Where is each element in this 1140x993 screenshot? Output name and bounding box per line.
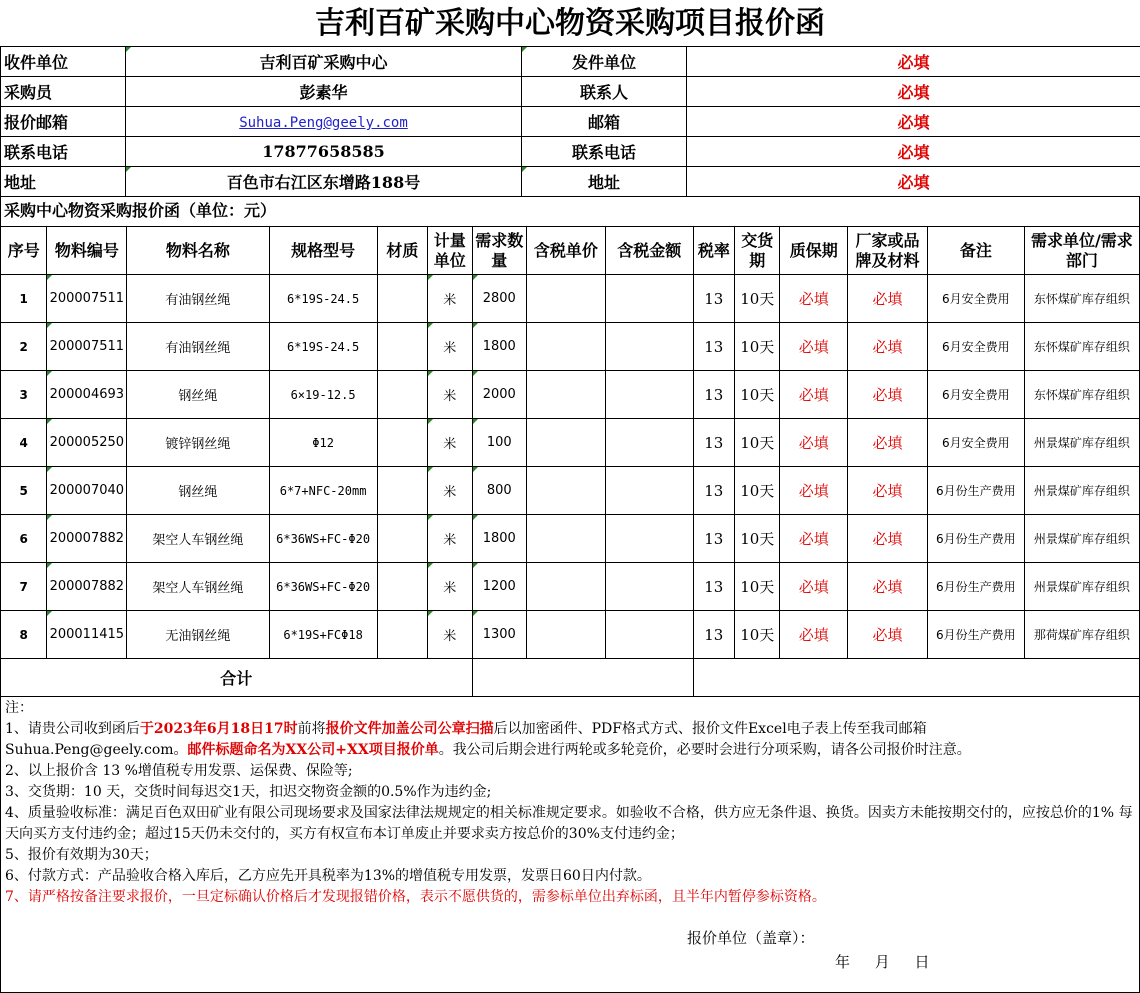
- email-link[interactable]: Suhua.Peng@geely.com: [239, 115, 408, 131]
- row-no: 4: [1, 419, 47, 467]
- row-no: 3: [1, 371, 47, 419]
- row-unit: 米: [428, 275, 472, 323]
- row-qty: 1800: [472, 323, 527, 371]
- row-amount[interactable]: [605, 371, 693, 419]
- row-amount[interactable]: [605, 275, 693, 323]
- row-dept: 州景煤矿库存组织: [1024, 419, 1139, 467]
- row-warranty[interactable]: 必填: [780, 275, 848, 323]
- row-price[interactable]: [527, 611, 606, 659]
- col-header-brand: 厂家或品牌及材料: [848, 227, 928, 275]
- email-label: 报价邮箱: [1, 107, 126, 137]
- row-warranty[interactable]: 必填: [780, 467, 848, 515]
- row-brand[interactable]: 必填: [848, 371, 928, 419]
- send-label: 发件单位: [522, 47, 687, 77]
- row-delivery: 10天: [735, 467, 780, 515]
- row-remark: 6月安全费用: [927, 275, 1024, 323]
- row-material[interactable]: [377, 323, 427, 371]
- addr2-value[interactable]: 必填: [687, 167, 1140, 197]
- row-spec: 6*19S+FCΦ18: [269, 611, 377, 659]
- row-material[interactable]: [377, 515, 427, 563]
- table-row: [1, 563, 1140, 611]
- row-brand[interactable]: 必填: [848, 323, 928, 371]
- row-tax: 13: [693, 419, 734, 467]
- mail-label: 邮箱: [522, 107, 687, 137]
- buyer-label: 采购员: [1, 77, 126, 107]
- table-subtitle: 采购中心物资采购报价函（单位：元）: [0, 196, 1140, 226]
- send-value[interactable]: 必填: [687, 47, 1140, 77]
- row-tax: 13: [693, 515, 734, 563]
- row-code: 200011415: [47, 611, 127, 659]
- row-amount[interactable]: [605, 563, 693, 611]
- row-no: 5: [1, 467, 47, 515]
- phone2-label: 联系电话: [522, 137, 687, 167]
- row-qty: 1300: [472, 611, 527, 659]
- recv-value[interactable]: 吉利百矿采购中心: [126, 47, 522, 77]
- row-name: 有油钢丝绳: [127, 275, 269, 323]
- row-material[interactable]: [377, 563, 427, 611]
- row-brand[interactable]: 必填: [848, 467, 928, 515]
- total-label: 合计: [1, 659, 473, 697]
- col-header-dept: 需求单位/需求部门: [1024, 227, 1139, 275]
- row-qty: 100: [472, 419, 527, 467]
- notes-section: [0, 696, 1140, 993]
- row-unit: 米: [428, 323, 472, 371]
- row-material[interactable]: [377, 611, 427, 659]
- col-header-qty: 需求数量: [472, 227, 527, 275]
- col-header-no: 序号: [1, 227, 47, 275]
- row-no: 2: [1, 323, 47, 371]
- row-code: 200007040: [47, 467, 127, 515]
- row-code: 200007511: [47, 323, 127, 371]
- row-warranty[interactable]: 必填: [780, 419, 848, 467]
- row-delivery: 10天: [735, 563, 780, 611]
- row-material[interactable]: [377, 275, 427, 323]
- signature-label: 报价单位（盖章）：: [687, 929, 815, 947]
- row-remark: 6月份生产费用: [927, 563, 1024, 611]
- row-amount[interactable]: [605, 419, 693, 467]
- total-amount[interactable]: [472, 659, 693, 697]
- table-row: [1, 467, 1140, 515]
- row-brand[interactable]: 必填: [848, 611, 928, 659]
- page-title: 吉利百矿采购中心物资采购项目报价函: [315, 6, 825, 41]
- note-4: 4、质量验收标准：满足百色双田矿业有限公司现场要求及国家法律法规规定的相关标准规定要求。如验收不合格，供方应无条件退、换货。因卖方未能按期交付的，应按总价的1% 每天向买方支付违约金；超过15天仍未交付的，买方有权宣布本订单废止并要求卖方按总价的30%支付违约金；: [5, 805, 1133, 842]
- row-unit: 米: [428, 467, 472, 515]
- row-delivery: 10天: [735, 371, 780, 419]
- row-brand[interactable]: 必填: [848, 419, 928, 467]
- row-no: 8: [1, 611, 47, 659]
- row-spec: 6×19-12.5: [269, 371, 377, 419]
- row-remark: 6月份生产费用: [927, 515, 1024, 563]
- row-unit: 米: [428, 515, 472, 563]
- row-price[interactable]: [527, 371, 606, 419]
- row-spec: 6*19S-24.5: [269, 323, 377, 371]
- row-tax: 13: [693, 563, 734, 611]
- row-amount[interactable]: [605, 467, 693, 515]
- row-code: 200004693: [47, 371, 127, 419]
- row-warranty[interactable]: 必填: [780, 611, 848, 659]
- row-spec: 6*36WS+FC-Φ20: [269, 515, 377, 563]
- row-spec: 6*7+NFC-20mm: [269, 467, 377, 515]
- table-row: [1, 323, 1140, 371]
- row-brand[interactable]: 必填: [848, 275, 928, 323]
- row-name: 钢丝绳: [127, 371, 269, 419]
- row-dept: 东怀煤矿库存组织: [1024, 371, 1139, 419]
- row-qty: 1200: [472, 563, 527, 611]
- row-qty: 800: [472, 467, 527, 515]
- row-remark: 6月安全费用: [927, 419, 1024, 467]
- row-price[interactable]: [527, 563, 606, 611]
- row-tax: 13: [693, 467, 734, 515]
- note-7: 7、请严格按备注要求报价，一旦定标确认价格后才发现报错价格，表示不愿供货的，需参标单位出弃标函，且半年内暂停参标资格。: [5, 889, 826, 905]
- row-name: 镀锌钢丝绳: [127, 419, 269, 467]
- row-spec: Φ12: [269, 419, 377, 467]
- col-header-amount: 含税金额: [605, 227, 693, 275]
- col-header-spec: 规格型号: [269, 227, 377, 275]
- col-header-code: 物料编号: [47, 227, 127, 275]
- row-price[interactable]: [527, 419, 606, 467]
- col-header-delivery: 交货期: [735, 227, 780, 275]
- buyer-value[interactable]: 彭素华: [126, 77, 522, 107]
- row-dept: 那荷煤矿库存组织: [1024, 611, 1139, 659]
- row-price[interactable]: [527, 515, 606, 563]
- contact-label: 联系人: [522, 77, 687, 107]
- row-amount[interactable]: [605, 515, 693, 563]
- row-price[interactable]: [527, 467, 606, 515]
- addr2-label: 地址: [522, 167, 687, 197]
- row-brand[interactable]: 必填: [848, 515, 928, 563]
- table-row: [1, 371, 1140, 419]
- row-remark: 6月份生产费用: [927, 467, 1024, 515]
- notes-heading: 注：: [5, 700, 33, 716]
- row-no: 6: [1, 515, 47, 563]
- table-row: [1, 419, 1140, 467]
- row-tax: 13: [693, 611, 734, 659]
- row-no: 1: [1, 275, 47, 323]
- row-brand[interactable]: 必填: [848, 563, 928, 611]
- row-remark: 6月份生产费用: [927, 611, 1024, 659]
- row-dept: 州景煤矿库存组织: [1024, 467, 1139, 515]
- note-6: 6、付款方式：产品验收合格入库后，乙方应先开具税率为13%的增值税专用发票，发票日60日内付款。: [5, 868, 651, 884]
- col-header-material: 材质: [377, 227, 427, 275]
- row-delivery: 10天: [735, 275, 780, 323]
- row-unit: 米: [428, 611, 472, 659]
- col-header-unit: 计量单位: [428, 227, 472, 275]
- row-name: 无油钢丝绳: [127, 611, 269, 659]
- col-header-remark: 备注: [927, 227, 1024, 275]
- row-dept: 东怀煤矿库存组织: [1024, 323, 1139, 371]
- mail-value[interactable]: 必填: [687, 107, 1140, 137]
- row-delivery: 10天: [735, 611, 780, 659]
- row-tax: 13: [693, 275, 734, 323]
- row-name: 钢丝绳: [127, 467, 269, 515]
- addr-label: 地址: [1, 167, 126, 197]
- table-row: [1, 515, 1140, 563]
- phone2-value[interactable]: 必填: [687, 137, 1140, 167]
- row-delivery: 10天: [735, 515, 780, 563]
- row-material[interactable]: [377, 467, 427, 515]
- note-1: 1、请贵公司收到函后于2023年6月18日17时前将报价文件加盖公司公章扫描后以加密函件、PDF格式方式、报价文件Excel电子表上传至我司邮箱 Suhua.Peng@geely.com。邮件标题命名为XX公司+XX项目报价单。我公司后期会进行两轮或多轮竞价，必要时会进行分项采购，请各公司报价时注意。: [5, 721, 971, 758]
- row-name: 有油钢丝绳: [127, 323, 269, 371]
- quotation-table: [0, 226, 1140, 697]
- row-unit: 米: [428, 563, 472, 611]
- header-info-table: [0, 46, 1140, 197]
- col-header-price: 含税单价: [527, 227, 606, 275]
- row-spec: 6*36WS+FC-Φ20: [269, 563, 377, 611]
- row-unit: 米: [428, 371, 472, 419]
- date-label: 年 月 日: [835, 953, 930, 971]
- table-row: [1, 275, 1140, 323]
- row-name: 架空人车钢丝绳: [127, 563, 269, 611]
- row-warranty[interactable]: 必填: [780, 515, 848, 563]
- row-material[interactable]: [377, 371, 427, 419]
- row-code: 200005250: [47, 419, 127, 467]
- row-name: 架空人车钢丝绳: [127, 515, 269, 563]
- row-dept: 东怀煤矿库存组织: [1024, 275, 1139, 323]
- row-spec: 6*19S-24.5: [269, 275, 377, 323]
- row-delivery: 10天: [735, 323, 780, 371]
- phone-label: 联系电话: [1, 137, 126, 167]
- row-qty: 2800: [472, 275, 527, 323]
- row-tax: 13: [693, 371, 734, 419]
- contact-value[interactable]: 必填: [687, 77, 1140, 107]
- row-unit: 米: [428, 419, 472, 467]
- table-row: [1, 611, 1140, 659]
- row-remark: 6月安全费用: [927, 371, 1024, 419]
- col-header-name: 物料名称: [127, 227, 269, 275]
- row-price[interactable]: [527, 275, 606, 323]
- total-row: [1, 659, 1140, 697]
- row-qty: 2000: [472, 371, 527, 419]
- row-material[interactable]: [377, 419, 427, 467]
- row-warranty[interactable]: 必填: [780, 323, 848, 371]
- row-delivery: 10天: [735, 419, 780, 467]
- note-3: 3、交货期：10 天，交货时间每迟交1天，扣迟交物资金额的0.5%作为违约金;: [5, 784, 492, 800]
- row-code: 200007882: [47, 563, 127, 611]
- row-dept: 州景煤矿库存组织: [1024, 563, 1139, 611]
- col-header-tax: 税率: [693, 227, 734, 275]
- row-warranty[interactable]: 必填: [780, 563, 848, 611]
- phone-value[interactable]: 17877658585: [126, 137, 522, 167]
- row-warranty[interactable]: 必填: [780, 371, 848, 419]
- row-code: 200007882: [47, 515, 127, 563]
- row-dept: 州景煤矿库存组织: [1024, 515, 1139, 563]
- addr-value[interactable]: 百色市右江区东增路188号: [126, 167, 522, 197]
- row-amount[interactable]: [605, 611, 693, 659]
- row-qty: 1800: [472, 515, 527, 563]
- row-tax: 13: [693, 323, 734, 371]
- table-header-row: [1, 227, 1140, 275]
- note-5: 5、报价有效期为30天；: [5, 847, 158, 863]
- total-extra: [693, 659, 1139, 697]
- row-no: 7: [1, 563, 47, 611]
- col-header-warranty: 质保期: [780, 227, 848, 275]
- note-2: 2、以上报价含 13 %增值税专用发票、运保费、保险等;: [5, 763, 353, 779]
- row-price[interactable]: [527, 323, 606, 371]
- row-amount[interactable]: [605, 323, 693, 371]
- recv-label: 收件单位: [1, 47, 126, 77]
- row-code: 200007511: [47, 275, 127, 323]
- row-remark: 6月安全费用: [927, 323, 1024, 371]
